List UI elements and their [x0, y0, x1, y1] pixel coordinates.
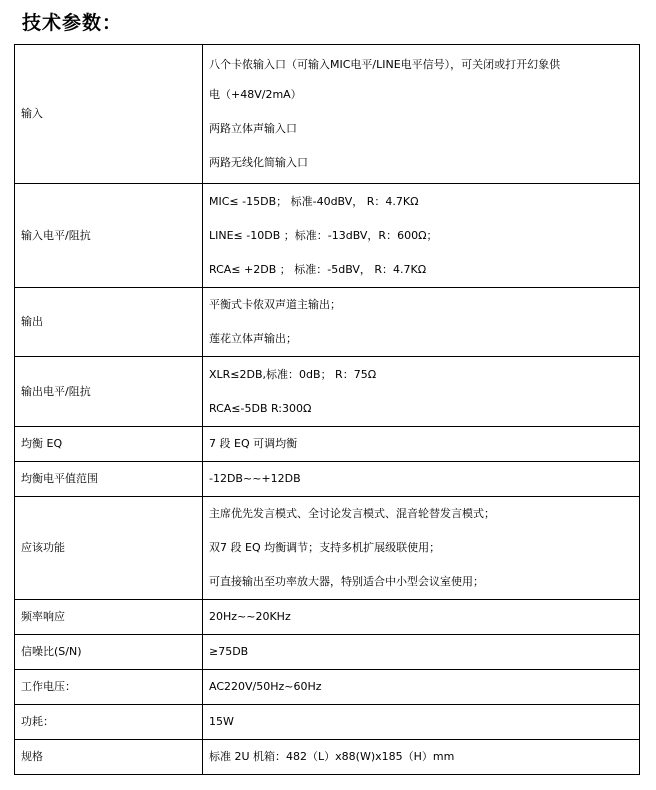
- table-row: [15, 497, 640, 600]
- row-value: [203, 462, 640, 497]
- value-line: RCA≤-5DB R:300Ω: [209, 401, 312, 415]
- row-value: [203, 288, 640, 357]
- row-label: 应该功能: [15, 497, 203, 600]
- value-line: 标准 2U 机箱：482（L）x88(W)x185（H）mm: [209, 750, 455, 763]
- row-label: 频率响应: [15, 600, 203, 635]
- table-row: [15, 705, 640, 740]
- value-line: -12DB~~+12DB: [209, 472, 301, 485]
- table-row: [15, 184, 640, 288]
- table-row: [15, 635, 640, 670]
- value-line: ≥75DB: [209, 645, 249, 658]
- page-title: 技术参数：: [22, 12, 123, 34]
- value-line: 双7 段 EQ 均衡调节；支持多机扩展级联使用；: [209, 541, 441, 554]
- value-line: 八个卡侬输入口（可输入MIC电平/LINE电平信号），可关闭或打开幻象供: [209, 58, 561, 71]
- row-value: [203, 357, 640, 427]
- value-line: 两路立体声输入口: [209, 122, 297, 135]
- row-value: [203, 635, 640, 670]
- row-value: [203, 670, 640, 705]
- value-line: RCA≤ +2DB ； 标准：-5dBV， R：4.7KΩ: [209, 262, 427, 276]
- table-row: [15, 45, 640, 184]
- spec-table: [14, 44, 640, 775]
- row-value: [203, 600, 640, 635]
- table-row: [15, 357, 640, 427]
- table-row: [15, 427, 640, 462]
- row-label: 信噪比(S/N): [15, 635, 203, 670]
- row-label: 均衡 EQ: [15, 427, 203, 462]
- value-line: LINE≤ -10DB ；标准：-13dBV，R：600Ω；: [209, 228, 438, 242]
- row-value: [203, 184, 640, 288]
- value-line: AC220V/50Hz~60Hz: [209, 680, 322, 693]
- value-line: 平衡式卡侬双声道主输出；: [209, 298, 341, 311]
- row-label: 输出: [15, 288, 203, 357]
- value-line: 莲花立体声输出；: [209, 332, 297, 345]
- value-line: 7 段 EQ 可调均衡: [209, 437, 298, 450]
- row-value: [203, 740, 640, 775]
- row-label: 输出电平/阻抗: [15, 357, 203, 427]
- row-label: 功耗：: [15, 705, 203, 740]
- value-line: MIC≤ -15DB； 标准-40dBV， R：4.7KΩ: [209, 194, 419, 208]
- row-label: 规格: [15, 740, 203, 775]
- value-line: 电（+48V/2mA）: [209, 88, 302, 101]
- value-line: 20Hz~~20KHz: [209, 610, 291, 623]
- row-value: [203, 705, 640, 740]
- table-row: [15, 740, 640, 775]
- row-value: [203, 497, 640, 600]
- table-row: [15, 670, 640, 705]
- value-line: 15W: [209, 715, 234, 728]
- row-label: 均衡电平值范围: [15, 462, 203, 497]
- value-line: 主席优先发言模式、全讨论发言模式、混音轮替发言模式；: [209, 507, 495, 520]
- value-line: 两路无线化简输入口: [209, 156, 308, 169]
- row-label: 输入电平/阻抗: [15, 184, 203, 288]
- row-value: [203, 427, 640, 462]
- row-label: 输入: [15, 45, 203, 184]
- row-value: [203, 45, 640, 184]
- table-row: [15, 288, 640, 357]
- row-label: 工作电压：: [15, 670, 203, 705]
- table-row: [15, 600, 640, 635]
- table-row: [15, 462, 640, 497]
- value-line: 可直接输出至功率放大器，特别适合中小型会议室使用；: [209, 575, 484, 588]
- value-line: XLR≤2DB,标准：0dB； R：75Ω: [209, 367, 377, 381]
